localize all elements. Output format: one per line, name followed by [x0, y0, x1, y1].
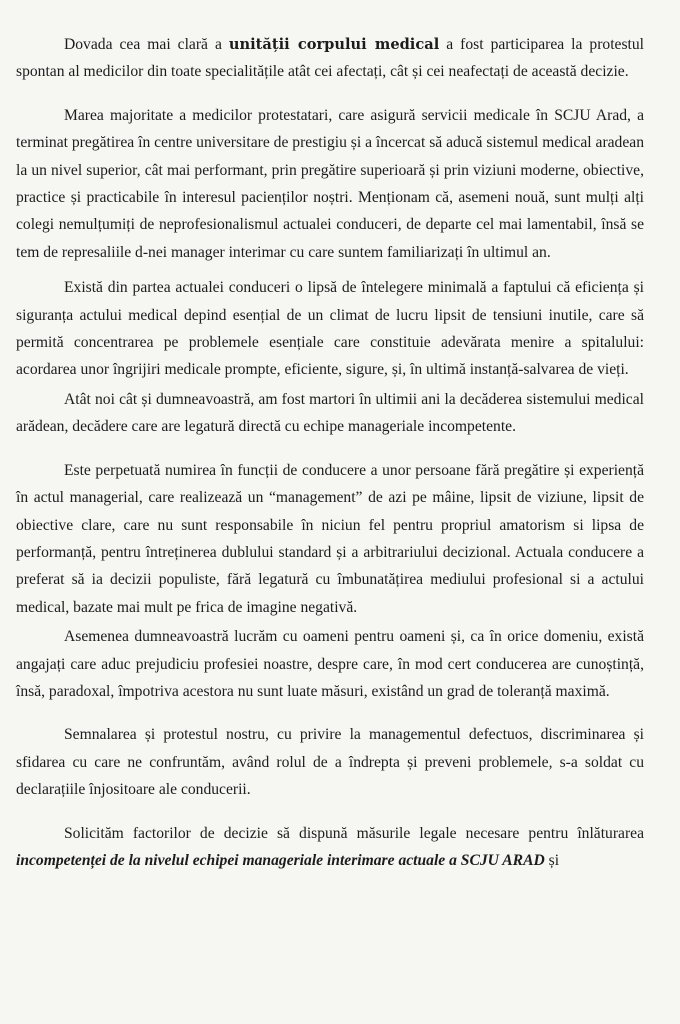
- paragraph-text: și: [544, 851, 560, 869]
- emphasis-text: incompetenței de la nivelul echipei manageriale interimare actuale a SCJU ARAD: [16, 851, 545, 869]
- paragraph-text: Este perpetuată numirea în funcții de conducere a unor persoane fără pregătire și experiență în actul managerial, care realizează un “management” de azi pe mâine, lipsit de viziune, lipsit de obiective clare, care nu sunt responsabile în niciun fel pentru propriul amatorism si lipsa de performanță, pentru întreținerea dublului standard și a arbitrariului decizional. Actuala conducere a preferat să ia decizii populiste, fără legatură cu îmbunatățirea mediului profesional si a actului medical, bazate mai mult pe frica de imagine negativă.: [16, 461, 644, 616]
- paragraph-text: Solicităm factorilor de decizie să dispună măsurile legale necesare pentru înlăturarea: [64, 824, 644, 842]
- paragraph-text: Dovada cea mai clară a: [64, 36, 229, 53]
- paragraph-text: Semnalarea și protestul nostru, cu privire la managementul defectuos, discriminarea și sfidarea cu care ne confruntăm, având rolul de a îndrepta și preveni problemele, s-a soldat cu declarațiile înjositoare ale conducerii.: [16, 726, 644, 799]
- paragraph-lack-of-understanding: [16, 274, 644, 384]
- paragraph-tolerance: [16, 623, 644, 705]
- paragraph-text: Există din partea actualei conduceri o lipsă de întelegere minimală a faptului că eficiența și siguranța actului medical depind esențial de un climat de lucru lipsit de tensiuni inutile, care să permită concentrarea pe problemele esențiale care constituie adevărata menire a spitalului: acordarea unor îngrijiri medicale prompte, eficiente, sigure, și, în ultimă instanță-salvarea de vieți.: [16, 279, 644, 379]
- paragraph-system-decline: [16, 386, 644, 441]
- paragraph-text: a fost participarea la protestul spontan al medicilor din toate specialitățile atât cei afectați, cât și cei neafectați de această decizie.: [16, 36, 645, 81]
- paragraph-appointments: [16, 457, 644, 621]
- paragraph-medical-unity: [16, 31, 644, 86]
- paragraph-protesting-doctors: [16, 102, 644, 266]
- paragraph-text: Asemenea dumneavoastră lucrăm cu oameni pentru oameni și, ca în orice domeniu, există angajați care aduc prejudiciu profesiei noastre, despre care, în mod cert conducerea are cunoștință, însă, paradoxal, împotriva acestora nu sunt luate măsuri, existând un grad de toleranță maximă.: [16, 628, 644, 700]
- paragraph-text: Atât noi cât și dumneavoastră, am fost martori în ultimii ani la decăderea sistemului medical arădean, decădere care are legatură directă cu echipe manageriale incompetente.: [16, 390, 644, 436]
- paragraph-request: [16, 820, 644, 875]
- paragraph-text: Marea majoritate a medicilor protestatari, care asigură servicii medicale în SCJU Arad, a terminat pregătirea în centre universitare de prestigiu și a încercat să aducă sistemul medical aradean la un nivel superior, cât mai performant, prin pregătire superioară și prin viziuni moderne, obiective, practice și practicabile în interesul pacienților noștri. Menționam că, asemeni nouă, sunt mulți alți colegi nemulțumiți de neprofesionalismul actualei conduceri, de departe cel mai lamentabil, însă se tem de represaliile d-nei manager interimar cu care suntem familiarizați în ultimul an.: [16, 106, 644, 261]
- emphasis-text: unității corpului medical: [228, 36, 440, 53]
- paragraph-protest-outcome: [16, 721, 644, 803]
